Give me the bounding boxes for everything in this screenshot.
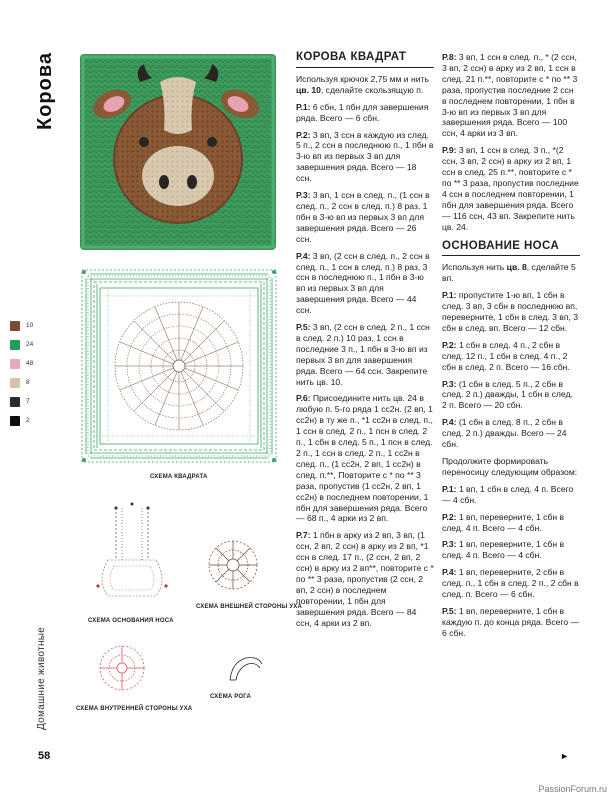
row-instruction: Р.3: (1 сбн в след. 5 п., 2 сбн в след. 2 п.) дважды, 1 сбн в след. 2 п. Всего — 20 сбн. <box>442 378 573 411</box>
caption-horn: СХЕМА РОГА <box>210 694 252 700</box>
legend-item <box>10 392 33 411</box>
legend-label: 24 <box>26 341 34 348</box>
swatch-1 <box>10 340 20 350</box>
row-instruction: Р.6: Присоедините нить цв. 24 в любую п. 5-го ряда 1 сс2н. (2 вп, 1 сс2н) в ту же п., *1 сс2н в след. п., 1 ссн в след. 2 п., 1 псн в след. 2 п., 1 сбн в след. 5 п., 1 псн в след. 2 п., 1 ссн в след. 2 п., 1 сс2н в след. п., (1 сс2н, 2 вп, 1 сс2н) в след. п.**, Повторите с * по ** 3 раза, пропустив (1 сс2н, 2 вп, 1 сс2н) в последнем повторении, 1 пбн для завершения ряда. Всего — 68 п., 4 арки из 2 вп. <box>296 393 433 524</box>
watermark: PassionForum.ru <box>538 784 607 794</box>
category-label: Домашние животные <box>36 626 47 730</box>
caption-ear-outer: СХЕМА ВНЕШНЕЙ СТОРОНЫ УХА <box>196 604 303 610</box>
row-instruction: Р.2: 3 вп, 3 ссн в каждую из след. 5 п., 2 ссн в последнюю п., 1 пбн в 3-ю вп из первых 3 вп для завершения ряда. Всего — 18 ссн. <box>296 129 434 184</box>
cow-square-illustration <box>80 54 276 250</box>
row-instruction: Р.7: 1 пбн в арку из 2 вп, 3 вп, (1 ссн, 2 вп, 2 ссн) в арку из 2 вп, *1 ссн в след. 17 п., (2 ссн, 2 вп, 2 ссн) в арку из 2 вп**, повторите с * по ** 3 раза, пропустив (2 ссн, 2 вп, 2 ссн) в последнем повторении, 1 пбн для завершения ряда. Всего — 84 ссн, 4 арки из 2 вп. <box>296 530 434 628</box>
continue-paragraph: Продолжите формировать переносицу следующим образом: <box>442 456 578 477</box>
legend-item <box>10 316 33 335</box>
row-instruction: Р.1: 6 сбн, 1 пбн для завершения ряда. Всего — 6 сбн. <box>296 101 429 123</box>
intro-paragraph: Используя нить цв. 8, сделайте 5 вп. <box>442 262 576 284</box>
swatch-0 <box>10 321 20 331</box>
legend-item <box>10 373 33 392</box>
swatch-4 <box>10 397 20 407</box>
row-instruction: Р.1: 1 вп, 1 сбн в след. 4 п. Всего — 4 сбн. <box>442 483 574 505</box>
legend-label: 7 <box>26 398 30 405</box>
row-instruction: Р.3: 3 вп, 1 ссн в след. п., (1 ссн в след. п., 2 ссн в след. п.) 8 раз, 1 пбн в 3-ю вп из первых 3 вп для завершения ряда. Всего — 26 ссн. <box>296 190 430 244</box>
color-legend <box>10 316 33 430</box>
section-heading-nose: ОСНОВАНИЕ НОСА <box>442 241 580 257</box>
legend-item <box>10 411 33 430</box>
caption-ear-inner: СХЕМА ВНУТРЕННЕЙ СТОРОНЫ УХА <box>76 706 193 712</box>
caption-square: СХЕМА КВАДРАТА <box>150 474 208 480</box>
next-page-arrow-icon[interactable]: ► <box>560 751 569 761</box>
square-chart-diagram <box>78 266 280 466</box>
legend-label: 10 <box>26 322 34 329</box>
intro-paragraph: Используя крючок 2,75 мм и нить цв. 10, сделайте скользящую п. <box>296 73 429 95</box>
row-instruction: Р.1: пропустите 1-ю вп, 1 сбн в след. 3 вп, 3 сбн в последнюю вп, переверните, 1 сбн в след. 3 вп, 3 сбн в след. вп. Всего — 12 сбн. <box>442 290 579 333</box>
row-instruction: Р.4: 1 вп, переверните, 2 сбн в след. п., 1 сбн в след. 2 п., 2 сбн в след. п. Всего — 6 сбн. <box>442 567 579 600</box>
inner-ear-chart <box>94 640 150 696</box>
page-number: 58 <box>38 750 51 762</box>
nose-base-chart <box>86 500 178 610</box>
pattern-column-1 <box>296 52 434 635</box>
pattern-column-2 <box>442 52 580 645</box>
legend-label: 2 <box>26 417 30 424</box>
caption-nose-base: СХЕМА ОСНОВАНИЯ НОСА <box>88 618 174 624</box>
row-instruction: Р.3: 1 вп, переверните, 1 сбн в след. 4 п. Всего — 4 сбн. <box>442 539 565 561</box>
row-instruction: Р.4: 3 вп, (2 ссн в след. п., 2 ссн в след. п., 1 ссн в след. п.) 8 раз, 3 ссн в последнюю п., 1 пбн в 3-ю вп из первых 3 вп для завершения ряда. Всего — 44 ссн. <box>296 250 430 316</box>
row-instruction: Р.5: 1 вп, переверните, 1 сбн в каждую п. до конца ряда. Всего — 6 сбн. <box>442 605 580 638</box>
swatch-3 <box>10 378 20 388</box>
swatch-5 <box>10 416 20 426</box>
legend-item <box>10 335 33 354</box>
row-instruction: Р.5: 3 вп, (2 ссн в след. 2 п., 1 ссн в след. 2 п.) 10 раз, 1 ссн в последние 3 п., 1 пбн в 3-ю вп из первых 3 вп для завершения ряда. Всего — 64 ссн. Закрепите нить цв. 10. <box>296 322 430 387</box>
cow-square-photo <box>80 54 276 250</box>
legend-label: 8 <box>26 379 30 386</box>
outer-ear-chart <box>204 536 262 594</box>
row-instruction: Р.2: 1 вп, переверните, 1 сбн в след. 4 п. Всего — 4 сбн. <box>442 511 565 533</box>
row-instruction: Р.8: 3 вп, 1 ссн в след. п., * (2 ссн, 3 вп, 2 ссн) в арку из 2 вп, 1 ссн в след. 21 п.**, повторите с * по ** 3 раза, пропустив последние 2 ссн в последнем повторении, 1 пбн в 3-ю вп из первых 3 вп для завершения ряда. Всего — 100 ссн, 4 арки из 3 вп. <box>442 52 578 139</box>
row-instruction: Р.2: 1 сбн в след. 4 п., 2 сбн в след. 12 п., 1 сбн в след. 4 п., 2 сбн в след. 2 п. Всего — 16 сбн. <box>442 339 570 372</box>
row-instruction: Р.9: 3 вп, 1 ссн в след. 3 п., *(2 ссн, 3 вп, 2 ссн) в арку из 2 вп, 1 ссн в след. 25 п.**, повторите с * по ** 3 раза, пропустив последние 4 ссн в последнем повторении, 1 пбн для завершения ряда. Всего — 116 ссн, 43 вп. Закрепите нить цв. 24. <box>442 145 579 232</box>
horn-chart <box>226 652 266 684</box>
square-chart <box>78 266 280 466</box>
row-instruction: Р.4: (1 сбн в след. 8 п., 2 сбн в след. 2 п.) дважды. Всего — 24 сбн. <box>442 417 567 450</box>
section-heading-square: КОРОВА КВАДРАТ <box>296 52 434 68</box>
page-title: Корова <box>34 52 56 131</box>
swatch-2 <box>10 359 20 369</box>
legend-label: 48 <box>26 360 34 367</box>
legend-item <box>10 354 33 373</box>
